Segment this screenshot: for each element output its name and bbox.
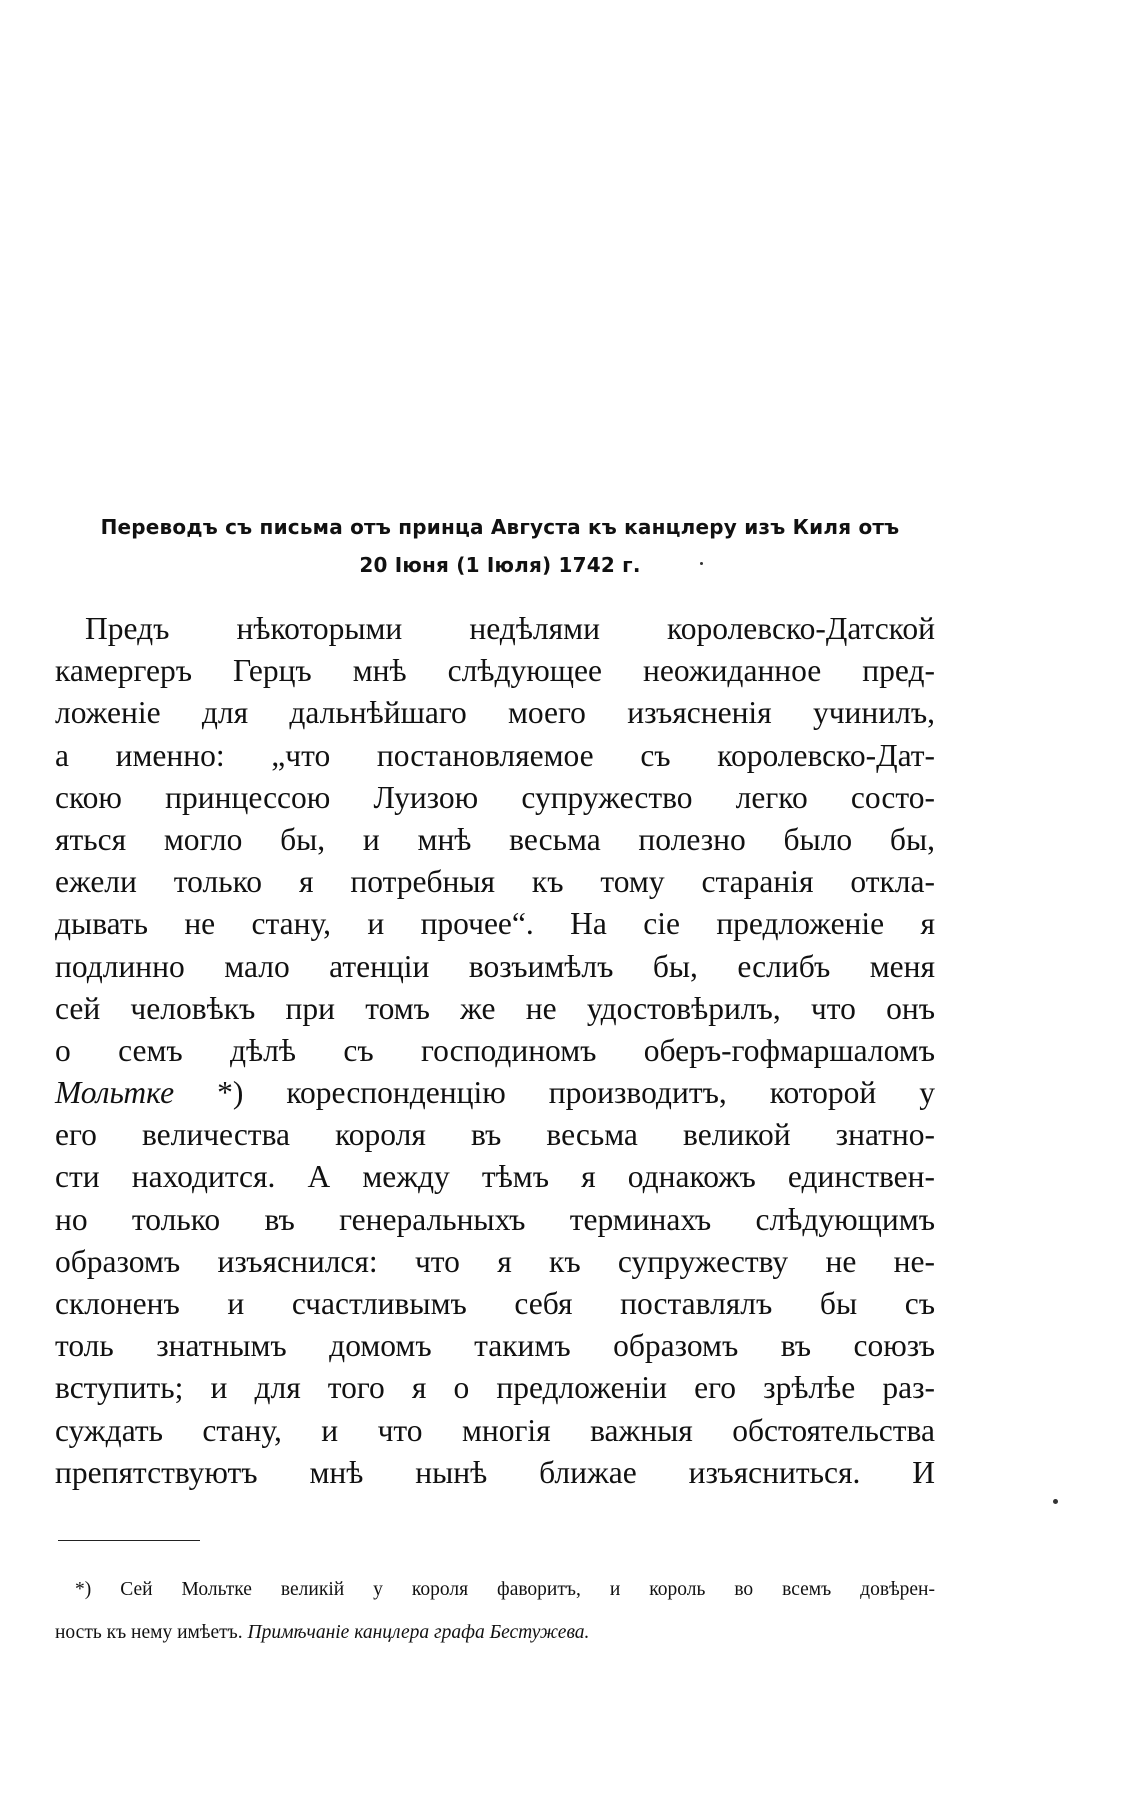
body-line: а именно: „что постановляемое съ королевско-Дат- bbox=[55, 737, 935, 773]
scan-speck bbox=[700, 562, 703, 565]
body-line: подлинно мало атенціи возъимѣлъ бы, еслибъ меня bbox=[55, 948, 935, 984]
body-line: камергеръ Герцъ мнѣ слѣдующее неожиданное пред- bbox=[55, 653, 935, 689]
body-line: склоненъ и счастливымъ себя поставлялъ бы съ bbox=[55, 1286, 935, 1321]
footnote-line-1: *) Сей Мольтке великій у короля фаворитъ, и король во всемъ довѣрен- bbox=[75, 1579, 935, 1600]
letter-heading bbox=[50, 508, 950, 584]
body-line: суждать стану, и что многія важныя обстоятельства bbox=[55, 1412, 935, 1448]
body-line: препятствуютъ мнѣ нынѣ ближае изъясниться. И bbox=[55, 1454, 935, 1490]
body-line: толь знатнымъ домомъ такимъ образомъ въ союзъ bbox=[55, 1328, 935, 1364]
body-line: образомъ изъяснился: что я къ супружеству не не- bbox=[55, 1243, 935, 1279]
body-line-moltke bbox=[55, 1072, 935, 1114]
body-line: ежели только я потребныя къ тому старанія откла- bbox=[55, 864, 935, 900]
footnote-divider bbox=[58, 1540, 200, 1541]
footnote-line-2 bbox=[55, 1611, 935, 1654]
body-line: но только въ генеральныхъ терминахъ слѣдующимъ bbox=[55, 1201, 935, 1237]
moltke-name: Мольтке bbox=[55, 1075, 175, 1111]
heading-line-2: 20 Іюня (1 Іюля) 1742 г. bbox=[359, 553, 641, 577]
body-line: его величества короля въ весьма великой знатно- bbox=[55, 1117, 935, 1153]
body-line: вступить; и для того я о предложеніи его зрѣлѣе раз- bbox=[55, 1370, 935, 1406]
footnote bbox=[55, 1568, 935, 1654]
scan-speck bbox=[1053, 1499, 1058, 1504]
body-line: сти находится. А между тѣмъ я однакожъ единствен- bbox=[55, 1159, 935, 1195]
body-line: ложеніе для дальнѣйшаго моего изъясненія учинилъ, bbox=[55, 695, 935, 731]
footnote-attribution: Примѣчаніе канцлера графа Бестужева. bbox=[247, 1622, 590, 1643]
moltke-rest: *) кореспонденцію производитъ, которой у bbox=[174, 1075, 935, 1111]
letter-body bbox=[55, 608, 935, 1494]
body-line: Предъ нѣкоторыми недѣлями королевско-Датской bbox=[85, 611, 935, 646]
footnote-text: ность къ нему имѣетъ. bbox=[55, 1622, 248, 1643]
body-line: скою принцессою Луизою супружество легко состо- bbox=[55, 779, 935, 815]
heading-line-1: Переводъ съ письма отъ принца Августа къ канцлеру изъ Киля отъ bbox=[100, 515, 900, 539]
body-line: о семъ дѣлѣ съ господиномъ оберъ-гофмаршаломъ bbox=[55, 1032, 935, 1068]
body-line: яться могло бы, и мнѣ весьма полезно было бы, bbox=[55, 821, 935, 857]
body-line: дывать не стану, и прочее“. На сіе предложеніе я bbox=[55, 906, 935, 942]
body-line: сей человѣкъ при томъ же не удостовѣрилъ, что онъ bbox=[55, 990, 935, 1026]
